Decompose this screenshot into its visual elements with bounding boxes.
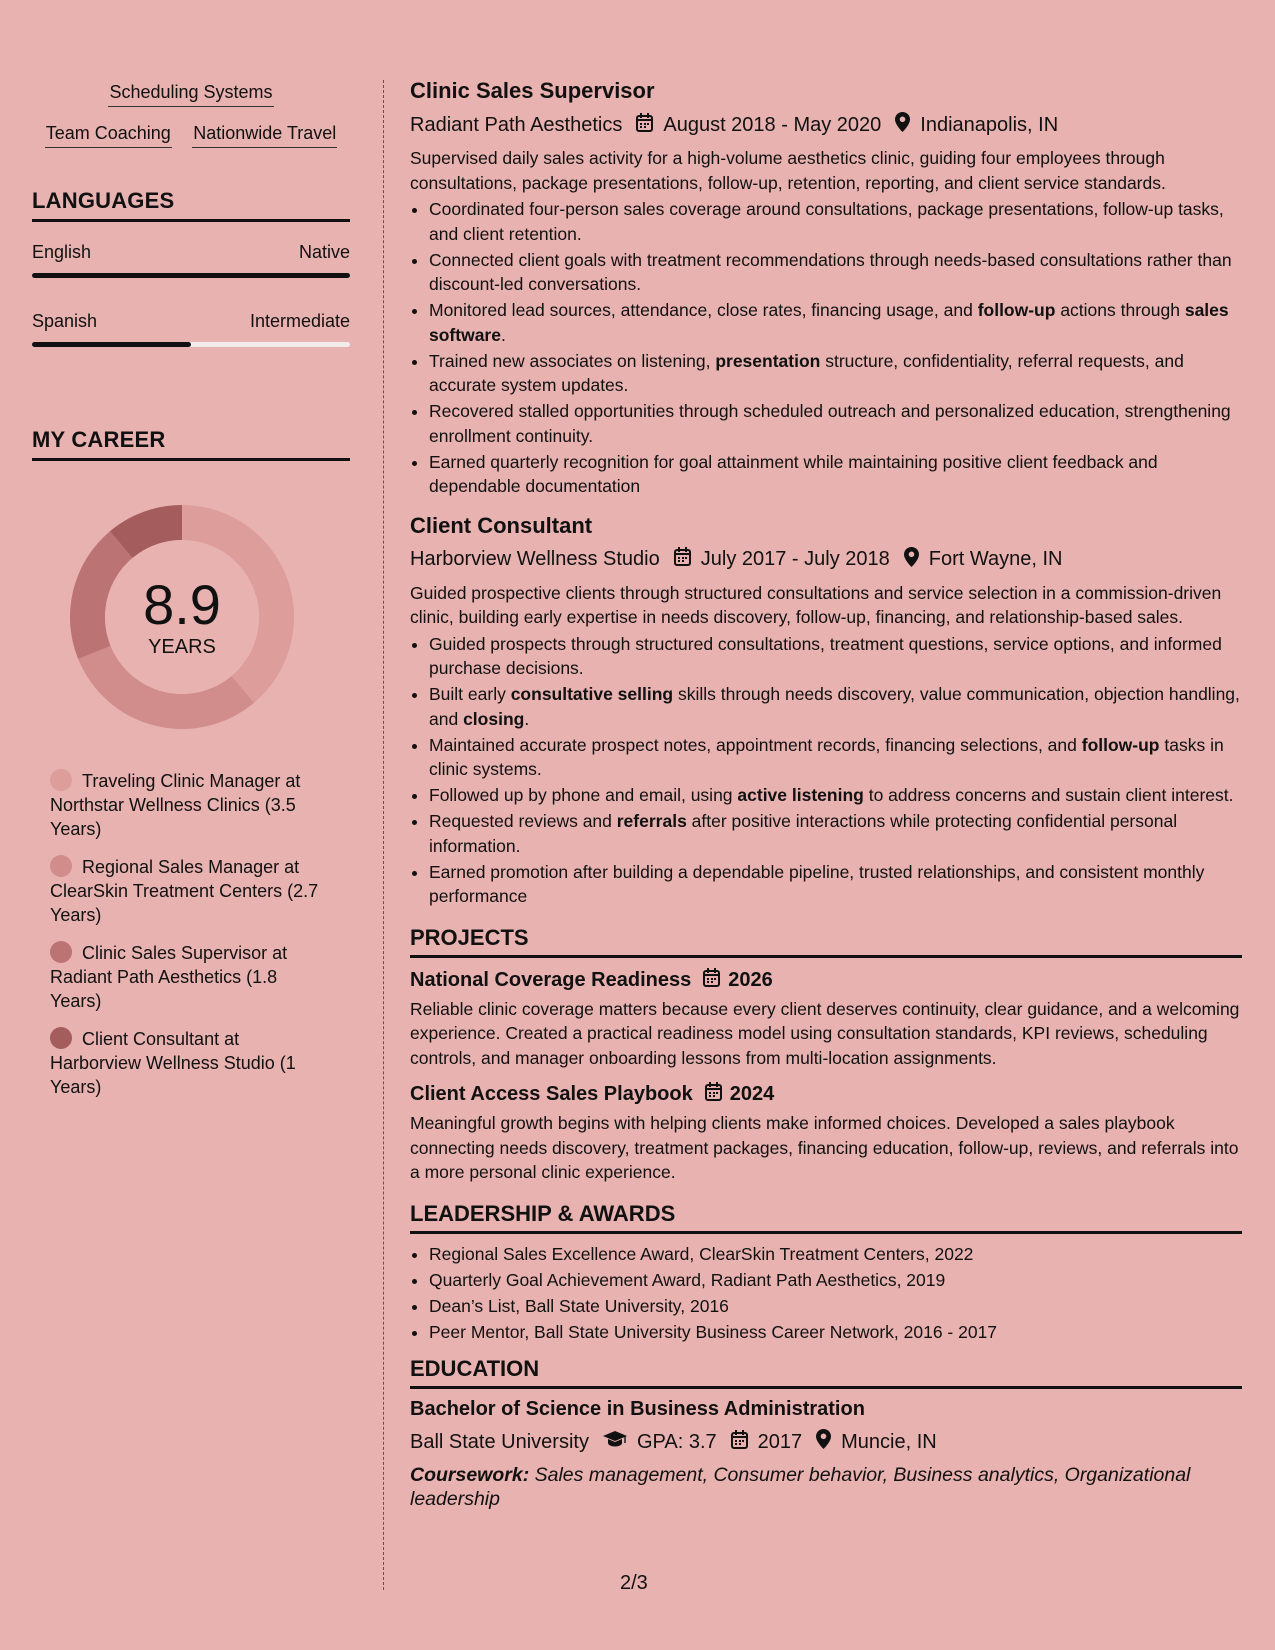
calendar-icon <box>674 547 691 572</box>
career-section <box>32 427 350 1099</box>
project-title: Client Access Sales Playbook <box>410 1083 693 1105</box>
school-location: Muncie, IN <box>841 1430 937 1453</box>
calendar-icon <box>703 968 720 993</box>
project-year: 2024 <box>729 1083 775 1105</box>
skill-tag: Team Coaching <box>45 123 172 148</box>
graduation-cap-icon <box>603 1430 627 1454</box>
awards-section <box>410 1201 1242 1345</box>
project-desc: Meaningful growth begins with helping clients make informed choices. Developed a sales playbook connecting needs discovery, treatment packages, financing education, follow-up, reviews, and referrals into a more personal clinic experience. <box>410 1113 1239 1182</box>
page-number: 2/3 <box>620 1572 648 1594</box>
degree: Bachelor of Science in Business Administration <box>410 1398 865 1420</box>
language-name: English <box>32 242 92 262</box>
bullet-item: • Coordinated four-person sales coverage around consultations, package presentations, follow-up tasks, and client retention. <box>429 197 1242 246</box>
job-dates: July 2017 - July 2018 <box>700 548 890 570</box>
project-desc: Reliable clinic coverage matters because every client deserves continuity, clear guidance, and a welcoming experience. Created a practical readiness model using consultation standards, KPI reviews, scheduling controls, and manager onboarding lessons from multi-location assignments. <box>410 998 1240 1068</box>
languages-heading: LANGUAGES <box>32 188 350 222</box>
bullet-item: • Earned quarterly recognition for goal attainment while maintaining positive client feedback and dependable documentation <box>429 450 1242 499</box>
calendar-icon <box>636 113 653 138</box>
legend-dot <box>50 855 72 877</box>
job-meta <box>410 547 1242 573</box>
calendar-icon <box>705 1082 722 1107</box>
career-legend <box>50 769 320 1099</box>
awards-list <box>410 1242 1242 1345</box>
career-total: 8.9 <box>143 572 221 636</box>
legend-item <box>50 769 320 841</box>
legend-dot <box>50 769 72 791</box>
language-bar <box>32 273 350 278</box>
legend-label: Regional Sales Manager at ClearSkin Treatment Centers (2.7 Years) <box>50 857 319 925</box>
bullet-item: • Followed up by phone and email, using active listening to address concerns and sustain client interest. <box>429 783 1242 808</box>
job-bullets <box>410 632 1242 909</box>
education-section <box>410 1356 1242 1511</box>
project-year: 2026 <box>728 968 773 991</box>
job-entry <box>410 513 1242 909</box>
bullet-item: • Recovered stalled opportunities through scheduled outreach and personalized education, strengthening enrollment continuity. <box>429 399 1242 448</box>
bullet-item: • Trained new associates on listening, presentation structure, confidentiality, referral requests, and accurate system updates. <box>429 349 1242 398</box>
graduation-year: 2017 <box>757 1430 803 1453</box>
legend-item <box>50 941 320 1013</box>
awards-heading: LEADERSHIP & AWARDS <box>410 1201 1242 1234</box>
project-entry <box>410 1082 1242 1185</box>
main-content <box>410 78 1242 1511</box>
map-pin-icon <box>904 547 919 573</box>
skill-tag: Scheduling Systems <box>108 82 273 107</box>
legend-label: Clinic Sales Supervisor at Radiant Path Aesthetics (1.8 Years) <box>50 943 288 1011</box>
coursework <box>410 1463 1242 1511</box>
school-name: Ball State University <box>410 1430 589 1453</box>
language-bar-fill <box>32 273 350 278</box>
map-pin-icon <box>816 1429 831 1455</box>
bullet-item: • Requested reviews and referrals after positive interactions while protecting confidential personal information. <box>429 809 1242 858</box>
bullet-item: • Built early consultative selling skills through needs discovery, value communication, objection handling, and closing. <box>429 682 1242 731</box>
language-bar <box>32 342 350 347</box>
award-item: • Peer Mentor, Ball State University Business Career Network, 2016 - 2017 <box>429 1320 1242 1345</box>
job-location: Indianapolis, IN <box>920 113 1059 136</box>
language-name: Spanish <box>32 311 98 331</box>
language-level: Intermediate <box>249 311 350 331</box>
legend-label: Client Consultant at Harborview Wellness Studio (1 Years) <box>50 1029 296 1097</box>
legend-dot <box>50 941 72 963</box>
education-meta <box>410 1429 1242 1455</box>
bullet-item: • Earned promotion after building a dependable pipeline, trusted relationships, and consistent monthly performance <box>429 860 1242 909</box>
languages-section <box>32 188 350 347</box>
job-title: Clinic Sales Supervisor <box>410 78 655 103</box>
career-unit: YEARS <box>148 635 216 658</box>
job-entry <box>410 78 1242 499</box>
company-name: Radiant Path Aesthetics <box>410 113 623 136</box>
award-item: • Dean’s List, Ball State University, 2016 <box>429 1294 1242 1319</box>
bullet-item: • Guided prospects through structured consultations, treatment questions, service options, and informed purchase decisions. <box>429 632 1242 681</box>
bullet-item: • Connected client goals with treatment recommendations through needs-based consultations rather than discount-led conversations. <box>429 248 1242 297</box>
job-location: Fort Wayne, IN <box>928 548 1063 570</box>
map-pin-icon <box>895 112 910 138</box>
projects-heading: PROJECTS <box>410 925 1242 958</box>
job-summary: Guided prospective clients through structured consultations and service selection in a commission-driven clinic, building early expertise in needs discovery, follow-up, financing, and relationship-based sales. <box>410 582 1222 627</box>
column-divider <box>383 80 384 1590</box>
career-donut-chart <box>66 501 298 733</box>
language-item <box>32 242 350 278</box>
project-title: National Coverage Readiness <box>410 968 692 991</box>
language-item <box>32 311 350 347</box>
language-bar-fill <box>32 342 191 347</box>
bullet-item: • Maintained accurate prospect notes, appointment records, financing selections, and follow-up tasks in clinic systems. <box>429 733 1242 782</box>
education-heading: EDUCATION <box>410 1356 1242 1389</box>
company-name: Harborview Wellness Studio <box>410 548 660 570</box>
sidebar <box>32 82 350 1113</box>
job-title: Client Consultant <box>410 512 593 538</box>
job-summary: Supervised daily sales activity for a high-volume aesthetics clinic, guiding four employees through consultations, package presentations, follow-up, retention, reporting, and client service standards. <box>410 148 1166 193</box>
award-item: • Quarterly Goal Achievement Award, Radiant Path Aesthetics, 2019 <box>429 1268 1242 1293</box>
award-item: • Regional Sales Excellence Award, ClearSkin Treatment Centers, 2022 <box>429 1242 1242 1267</box>
gpa: GPA: 3.7 <box>636 1430 717 1453</box>
job-bullets <box>410 197 1242 499</box>
coursework-label: Coursework: <box>410 1464 530 1486</box>
projects-section <box>410 925 1242 1185</box>
skills-tags <box>32 82 350 148</box>
skill-tag: Nationwide Travel <box>192 123 337 148</box>
language-level: Native <box>298 242 350 262</box>
calendar-icon <box>731 1430 748 1455</box>
project-entry <box>410 968 1242 1071</box>
bullet-item: • Monitored lead sources, attendance, close rates, financing usage, and follow-up actions through sales software. <box>429 298 1242 347</box>
legend-item <box>50 855 320 927</box>
career-heading: MY CAREER <box>32 427 350 461</box>
legend-label: Traveling Clinic Manager at Northstar Wellness Clinics (3.5 Years) <box>50 771 301 839</box>
legend-item <box>50 1027 320 1099</box>
legend-dot <box>50 1027 72 1049</box>
coursework-list: Sales management, Consumer behavior, Business analytics, Organizational leadership <box>410 1464 1191 1510</box>
job-meta <box>410 112 1242 138</box>
job-dates: August 2018 - May 2020 <box>663 113 882 136</box>
